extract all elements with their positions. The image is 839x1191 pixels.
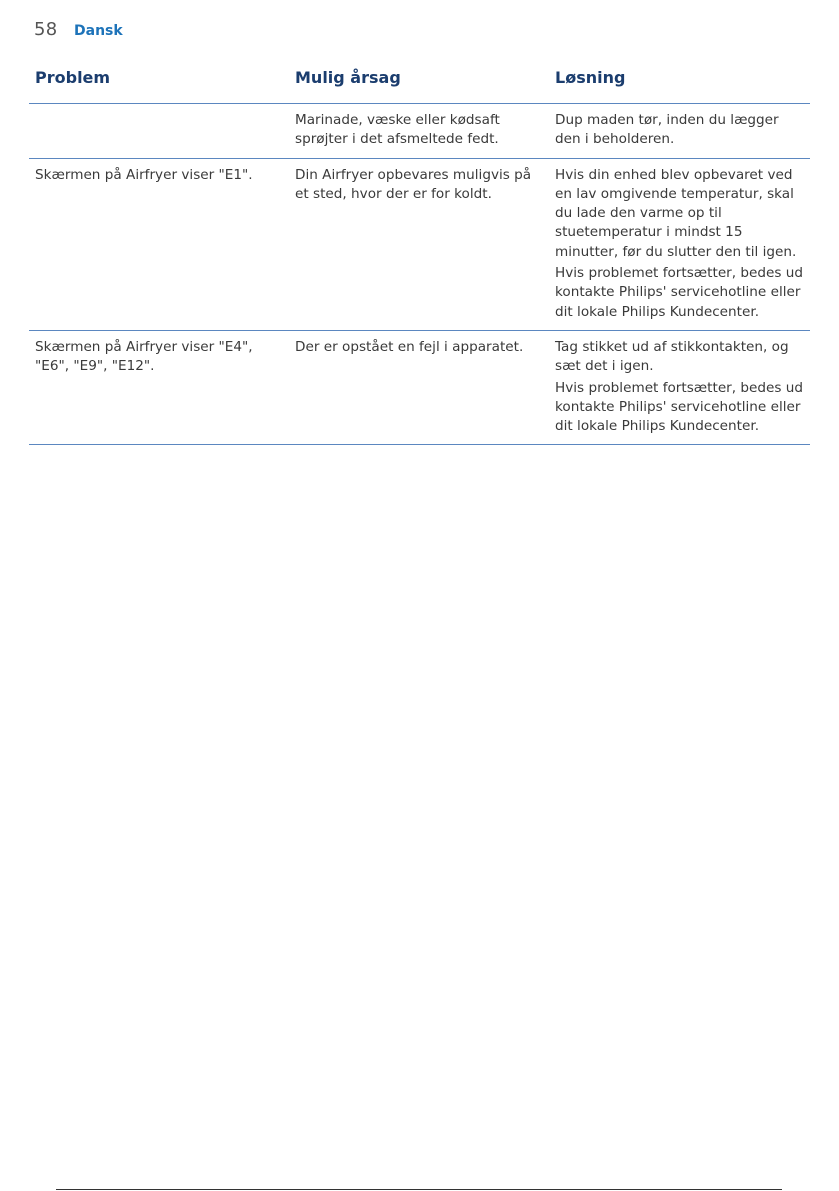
cause-cell: Der er opstået en fejl i apparatet. bbox=[289, 330, 549, 444]
solution-paragraph: Hvis problemet fortsætter, bedes ud kontakte Philips' servicehotline eller dit lokale Philips Kundecenter. bbox=[555, 265, 804, 320]
solution-cell bbox=[549, 104, 810, 159]
language-label: Dansk bbox=[74, 23, 123, 39]
footer-divider bbox=[56, 1189, 782, 1190]
cause-cell: Din Airfryer opbevares muligvis på et sted, hvor der er for koldt. bbox=[289, 158, 549, 330]
column-header-solution: Løsning bbox=[549, 62, 810, 104]
page-number: 58 bbox=[34, 19, 58, 40]
table-row bbox=[29, 330, 810, 444]
table-header-row bbox=[29, 62, 810, 104]
problem-cell: Skærmen på Airfryer viser "E1". bbox=[29, 158, 289, 330]
solution-paragraph: Tag stikket ud af stikkontakten, og sæt det i igen. bbox=[555, 338, 789, 375]
solution-cell bbox=[549, 158, 810, 330]
solution-paragraph: Dup maden tør, inden du lægger den i beholderen. bbox=[555, 112, 779, 148]
solution-cell bbox=[549, 330, 810, 444]
problem-cell bbox=[29, 104, 289, 159]
column-header-cause: Mulig årsag bbox=[289, 62, 549, 104]
solution-paragraph: Hvis problemet fortsætter, bedes ud kontakte Philips' servicehotline eller dit lokale Philips Kundecenter. bbox=[555, 379, 804, 435]
troubleshooting-table bbox=[29, 62, 810, 445]
problem-cell: Skærmen på Airfryer viser "E4", "E6", "E9", "E12". bbox=[29, 330, 289, 444]
table-row bbox=[29, 158, 810, 330]
solution-paragraph: Hvis din enhed blev opbevaret ved en lav omgivende temperatur, skal du lade den varme op til stuetemperatur i mindst 15 minutter, før du slutter den til igen. bbox=[555, 166, 797, 260]
table-row bbox=[29, 104, 810, 159]
column-header-problem: Problem bbox=[29, 62, 289, 104]
cause-cell: Marinade, væske eller kødsaft sprøjter i det afsmeltede fedt. bbox=[289, 104, 549, 159]
